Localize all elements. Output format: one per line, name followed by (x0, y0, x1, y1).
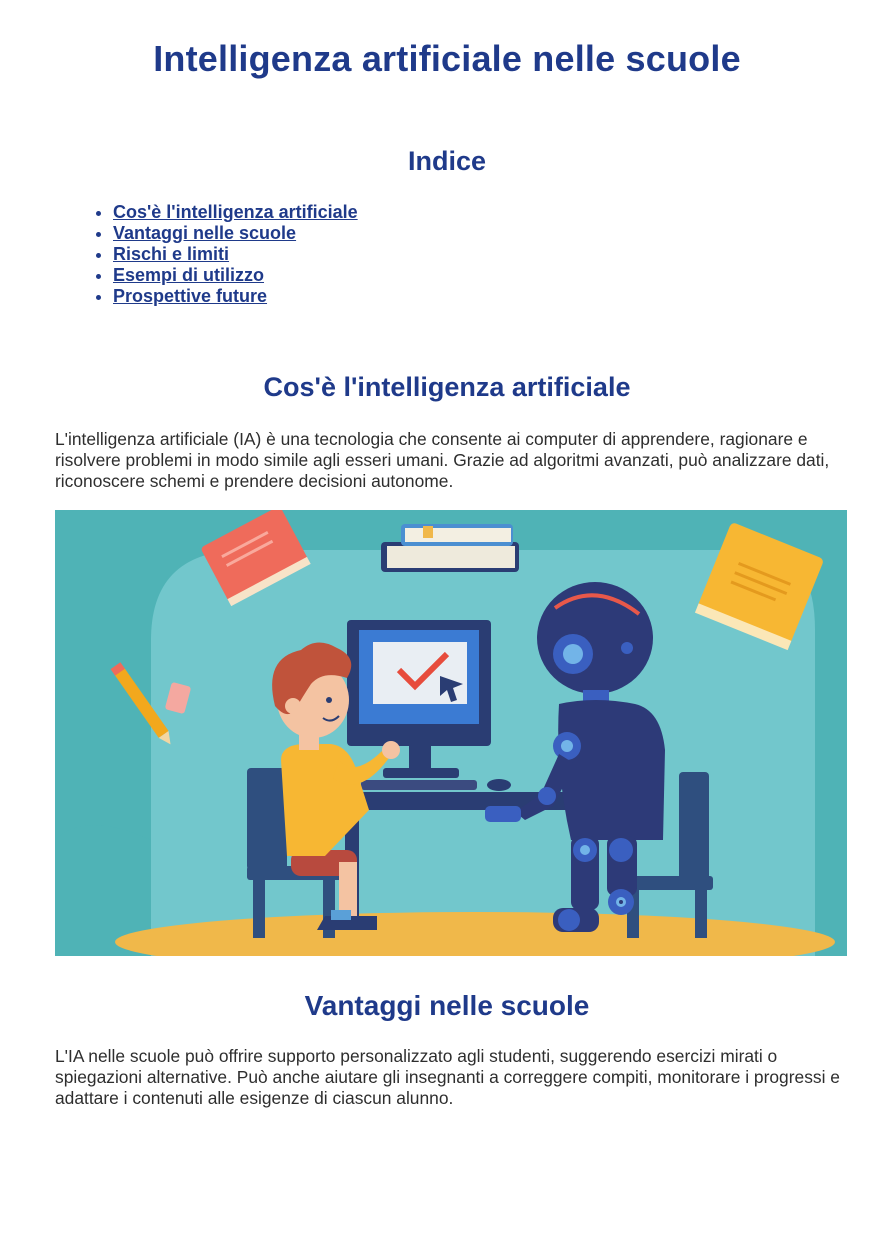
section-text-cose-ia: L'intelligenza artificiale (IA) è una tecnologia che consente ai computer di apprendere, ragionare e risolvere problemi in modo simile agli esseri umani. Grazie ad algoritmi avanzati, può analizzare dati, riconoscere schemi e prendere decisioni autonome. (55, 429, 830, 491)
section-title-vantaggi: Vantaggi nelle scuole (304, 990, 590, 1021)
toc-item (113, 223, 358, 244)
toc-item (113, 265, 358, 286)
toc-link-cose-ia[interactable]: Cos'è l'intelligenza artificiale (113, 202, 358, 222)
toc-link-esempi[interactable]: Esempi di utilizzo (113, 265, 265, 285)
toc-link-vantaggi[interactable]: Vantaggi nelle scuole (113, 223, 297, 243)
page-title: Intelligenza artificiale nelle scuole (153, 38, 741, 79)
toc-item (113, 244, 358, 265)
ai-classroom-illustration (55, 510, 847, 956)
toc-link-rischi[interactable]: Rischi e limiti (113, 244, 230, 264)
toc-item (113, 202, 358, 223)
section-title-cose-ia: Cos'è l'intelligenza artificiale (263, 372, 631, 402)
toc-title: Indice (407, 146, 487, 176)
toc-link-prospettive[interactable]: Prospettive future (113, 286, 268, 306)
toc-item (113, 286, 358, 307)
toc-list (91, 202, 358, 307)
section-text-vantaggi: L'IA nelle scuole può offrire supporto personalizzato agli studenti, suggerendo esercizi mirati o spiegazioni alternative. Può anche aiutare gli insegnanti a correggere compiti, monitorare i progressi e adattare i contenuti alle esigenze di ciascun alunno. (55, 1046, 840, 1108)
